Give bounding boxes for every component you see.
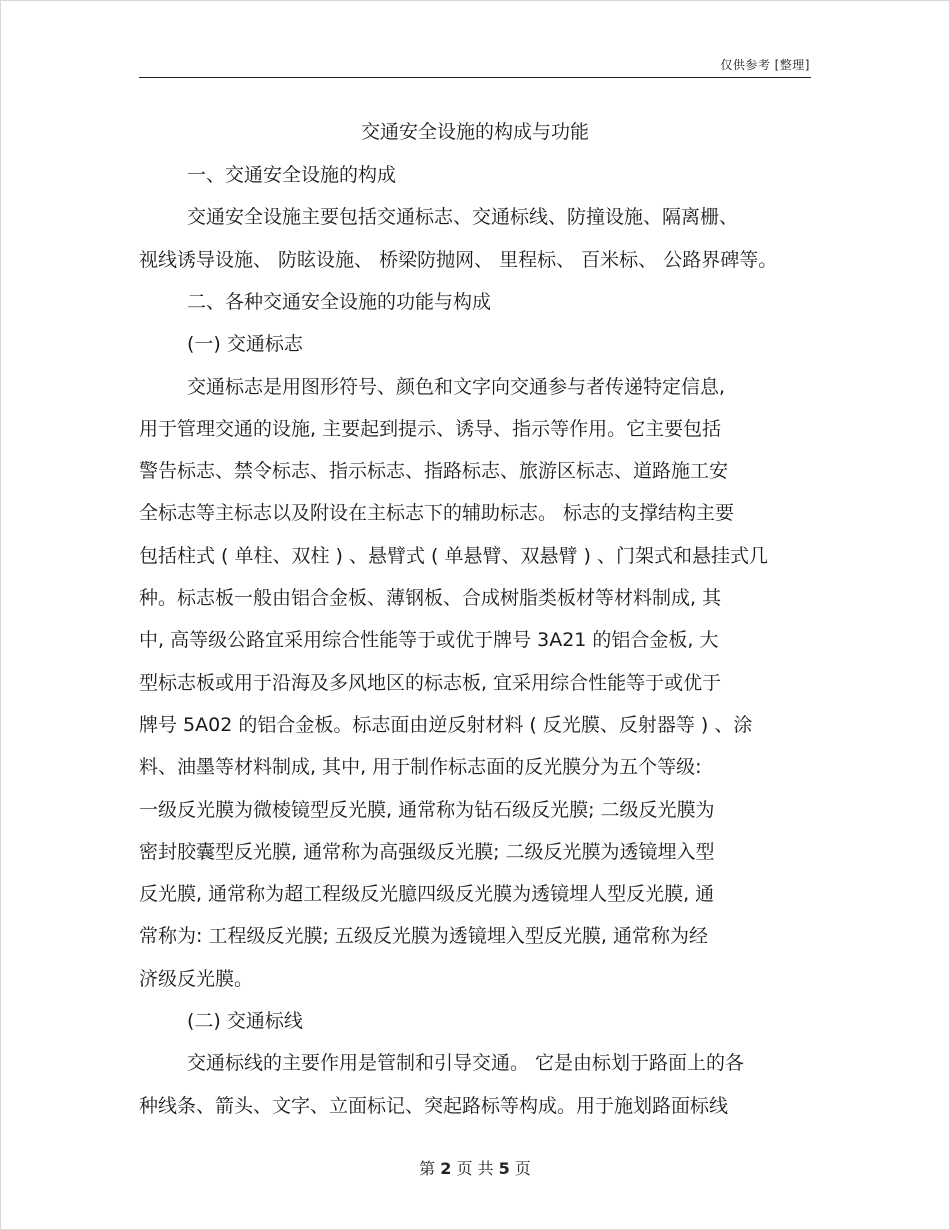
text-line: 二、各种交通安全设施的功能与构成	[187, 290, 492, 313]
text-line: 用于管理交通的设施, 主要起到提示、诱导、指示等作用。它主要包括	[139, 417, 722, 440]
text-line: 牌号 5A02 的铝合金板。标志面由逆反射材料 ( 反光膜、反射器等 ) 、涂	[139, 713, 753, 736]
footer-current-page: 2	[440, 1159, 452, 1178]
footer-middle: 页 共	[456, 1159, 494, 1178]
footer-total-pages: 5	[498, 1159, 510, 1178]
text-line: 料、油墨等材料制成, 其中, 用于制作标志面的反光膜分为五个等级:	[139, 756, 702, 779]
text-line: 种线条、箭头、文字、立面标记、突起路标等构成。用于施划路面标线	[139, 1094, 729, 1117]
document-title: 交通安全设施的构成与功能	[360, 121, 589, 143]
text-line: 交通标志是用图形符号、颜色和文字向交通参与者传递特定信息,	[187, 375, 726, 398]
text-line: 一级反光膜为微棱镜型反光膜, 通常称为钻石级反光膜; 二级反光膜为	[139, 798, 715, 821]
text-line: 一、交通安全设施的构成	[187, 164, 397, 186]
header-divider	[139, 77, 811, 78]
text-line: 视线诱导设施、 防眩设施、 桥梁防抛网、 里程标、 百米标、 公路界碑等。	[139, 248, 778, 271]
text-line: 型标志板或用于沿海及多风地区的标志板, 宜采用综合性能等于或优于	[139, 671, 722, 694]
text-line: 交通安全设施主要包括交通标志、交通标线、防撞设施、隔离栅、	[187, 206, 739, 229]
header-note: 仅供参考 [整理]	[720, 58, 810, 72]
text-line: 常称为: 工程级反光膜; 五级反光膜为透镜埋入型反光膜, 通常称为经	[139, 925, 708, 948]
text-line: 密封胶囊型反光膜, 通常称为高强级反光膜; 二级反光膜为透镜埋入型	[139, 840, 715, 863]
footer-prefix: 第	[419, 1159, 436, 1178]
text-line: 全标志等主标志以及附设在主标志下的辅助标志。 标志的支撑结构主要	[139, 502, 735, 525]
text-line: 种。标志板一般由铝合金板、薄钢板、合成树脂类板材等材料制成, 其	[139, 587, 722, 609]
footer-suffix: 页	[514, 1159, 531, 1178]
text-line: 警告标志、禁令标志、指示标志、指路标志、旅游区标志、道路施工安	[139, 460, 729, 483]
text-line: 反光膜, 通常称为超工程级反光臆四级反光膜为透镜埋人型反光膜, 通	[139, 883, 715, 906]
page-number-footer	[0, 1156, 950, 1179]
text-line: (一) 交通标志	[187, 333, 303, 356]
text-line: 济级反光膜。	[139, 967, 254, 990]
text-line: 包括柱式 ( 单柱、双柱 ) 、悬臂式 ( 单悬臂、双悬臂 ) 、门架式和悬挂式几	[139, 544, 768, 567]
text-line: 交通标线的主要作用是管制和引导交通。 它是由标划于路面上的各	[187, 1052, 745, 1075]
text-line: 中, 高等级公路宜采用综合性能等于或优于牌号 3A21 的铝合金板, 大	[139, 629, 719, 652]
text-line: (二) 交通标线	[187, 1010, 303, 1032]
